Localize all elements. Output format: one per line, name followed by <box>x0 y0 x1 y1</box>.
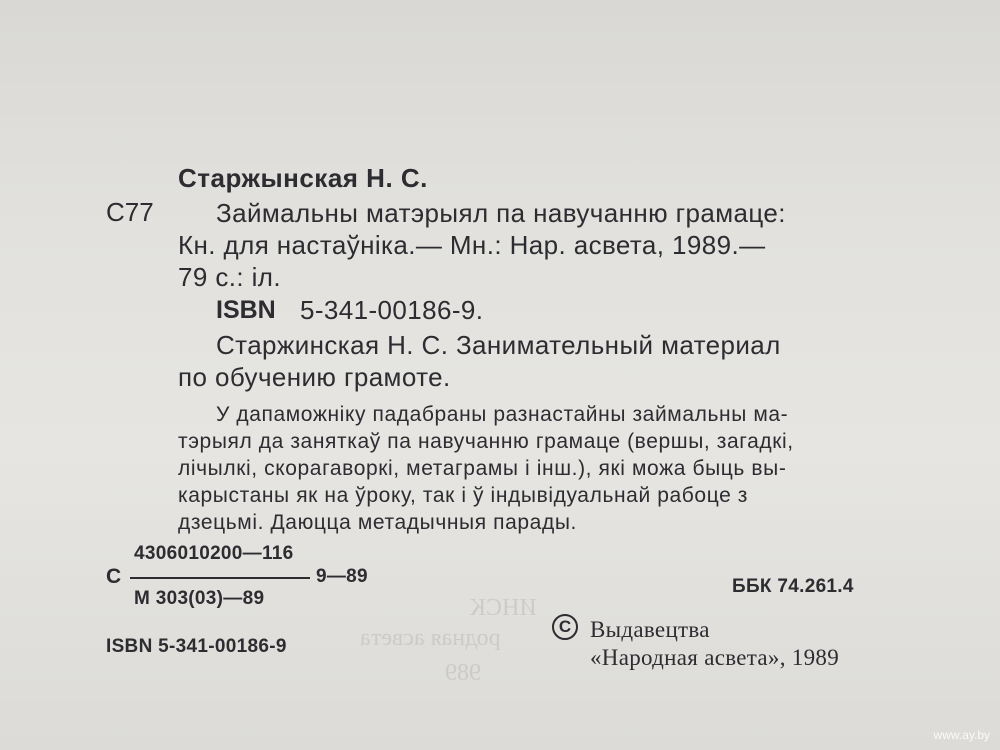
author-name: Старжынская Н. С. <box>178 163 428 193</box>
russian-title-line-1: Старжинская Н. С. Занимательный материал <box>216 330 781 360</box>
bleed-through-text-2: родная асвета <box>360 625 501 651</box>
isbn-value: 5-341-00186-9. <box>300 295 484 325</box>
annotation-line-2: тэрыял да заняткаў па навучанню грамаце (вершы, загадкі, <box>178 430 794 453</box>
title-line-1: Займальны матэрыял па навучанню грамаце: <box>216 198 786 228</box>
imprint-suffix: 9—89 <box>316 566 368 587</box>
imprint-letter: С <box>106 565 122 588</box>
bbk-code: ББК 74.261.4 <box>732 576 854 597</box>
annotation-line-4: карыстаны як на ўроку, так і ў індывідуальнай рабоце з <box>178 484 749 507</box>
russian-title-line-2: по обучению грамоте. <box>178 362 451 392</box>
imprint-numerator: 4306010200—116 <box>134 543 294 564</box>
annotation-line-5: дзецьмі. Даюцца метадычныя парады. <box>178 511 577 534</box>
bleed-through-text-1: ИНСК <box>470 595 537 621</box>
publisher-line-2: «Народная асвета», 1989 <box>590 645 839 670</box>
isbn-label: ISBN <box>216 296 276 324</box>
imprint-denominator: М 303(03)—89 <box>134 588 265 609</box>
site-watermark: www.ay.by <box>933 728 990 742</box>
copyright-icon: С <box>552 614 578 640</box>
annotation-line-1: У дапаможніку падабраны разнастайны займальны ма- <box>216 403 789 426</box>
catalog-code: С77 <box>106 197 154 227</box>
publisher-line-1: Выдавецтва <box>590 617 710 642</box>
fraction-divider <box>130 577 310 579</box>
bleed-through-text-3: 989 <box>445 660 481 686</box>
title-line-2: Кн. для настаўніка.— Мн.: Нар. асвета, 1989.— <box>178 230 766 260</box>
annotation-line-3: лічылкі, скорагаворкі, метаграмы і інш.), які можа быць вы- <box>178 457 787 480</box>
title-line-3: 79 с.: іл. <box>178 262 281 292</box>
isbn-full: ISBN 5-341-00186-9 <box>106 636 287 657</box>
